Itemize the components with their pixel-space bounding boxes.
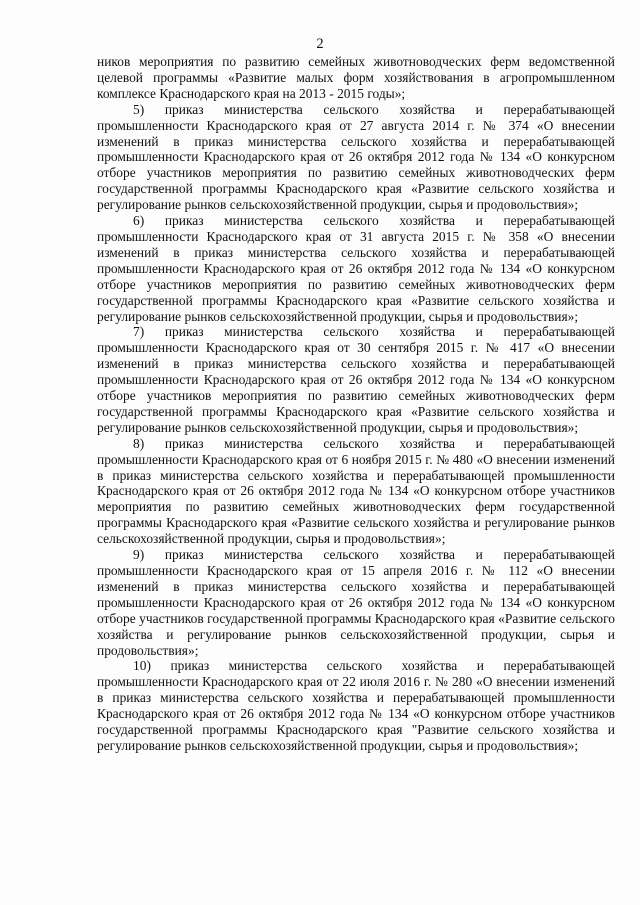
document-body bbox=[97, 54, 615, 754]
paragraph-continuation: ников мероприятия по развитию семейных животноводческих ферм ведомственной целевой программы «Развитие малых форм хозяйствования в агропромышленном комплексе Краснодарского края на 2013 - 2015 годы»; bbox=[97, 54, 615, 101]
page-number: 2 bbox=[316, 36, 324, 52]
list-item-6: 6) приказ министерства сельского хозяйства и перерабатывающей промышленности Краснодарского края от 31 августа 2015 г. № 358 «О внесении изменений в приказ министерства сельского хозяйства и перерабатывающей промышленности Краснодарского края от 26 октября 2012 года № 134 «О конкурсном отборе участников мероприятия по развитию семейных животноводческих ферм государственной программы Краснодарского края «Развитие сельского хозяйства и регулирование рынков сельскохозяйственной продукции, сырья и продовольствия»; bbox=[97, 213, 615, 324]
list-item-7: 7) приказ министерства сельского хозяйства и перерабатывающей промышленности Краснодарского края от 30 сентября 2015 г. № 417 «О внесении изменений в приказ министерства сельского хозяйства и перерабатывающей промышленности Краснодарского края от 26 октября 2012 года № 134 «О конкурсном отборе участников мероприятия по развитию семейных животноводческих ферм государственной программы Краснодарского края «Развитие сельского хозяйства и регулирование рынков сельскохозяйственной продукции, сырья и продовольствия»; bbox=[97, 324, 615, 435]
list-item-5: 5) приказ министерства сельского хозяйства и перерабатывающей промышленности Краснодарского края от 27 августа 2014 г. № 374 «О внесении изменений в приказ министерства сельского хозяйства и перерабатывающей промышленности Краснодарского края от 26 октября 2012 года № 134 «О конкурсном отборе участников мероприятия по развитию семейных животноводческих ферм государственной программы Краснодарского края «Развитие сельского хозяйства и регулирование рынков сельскохозяйственной продукции, сырья и продовольствия»; bbox=[97, 101, 615, 213]
list-item-8: 8) приказ министерства сельского хозяйства и перерабатывающей промышленности Краснодарского края от 6 ноября 2015 г. № 480 «О внесении изменений в приказ министерства сельского хозяйства и перерабатывающей промышленности Краснодарского края от 26 октября 2012 года № 134 «О конкурсном отборе участников мероприятия по развитию семейных животноводческих ферм государственной программы Краснодарского края «Развитие сельского хозяйства и регулирование рынков сельскохозяйственной продукции, сырья и продовольствия»; bbox=[97, 435, 615, 547]
list-item-10: 10) приказ министерства сельского хозяйства и перерабатывающей промышленности Краснодарского края от 22 июля 2016 г. № 280 «О внесении изменений в приказ министерства сельского хозяйства и перерабатывающей промышленности Краснодарского края от 26 октября 2012 года № 134 «О конкурсном отборе участников государственной программы Краснодарского края "Развитие сельского хозяйства и регулирование рынков сельскохозяйственной продукции, сырья и продовольствия»; bbox=[97, 658, 615, 753]
list-item-9: 9) приказ министерства сельского хозяйства и перерабатывающей промышленности Краснодарского края от 15 апреля 2016 г. № 112 «О внесении изменений в приказ министерства сельского хозяйства и перерабатывающей промышленности Краснодарского края от 26 октября 2012 года № 134 «О конкурсном отборе участников государственной программы Краснодарского края «Развитие сельского хозяйства и регулирование рынков сельскохозяйственной продукции, сырья и продовольствия»; bbox=[97, 547, 615, 658]
